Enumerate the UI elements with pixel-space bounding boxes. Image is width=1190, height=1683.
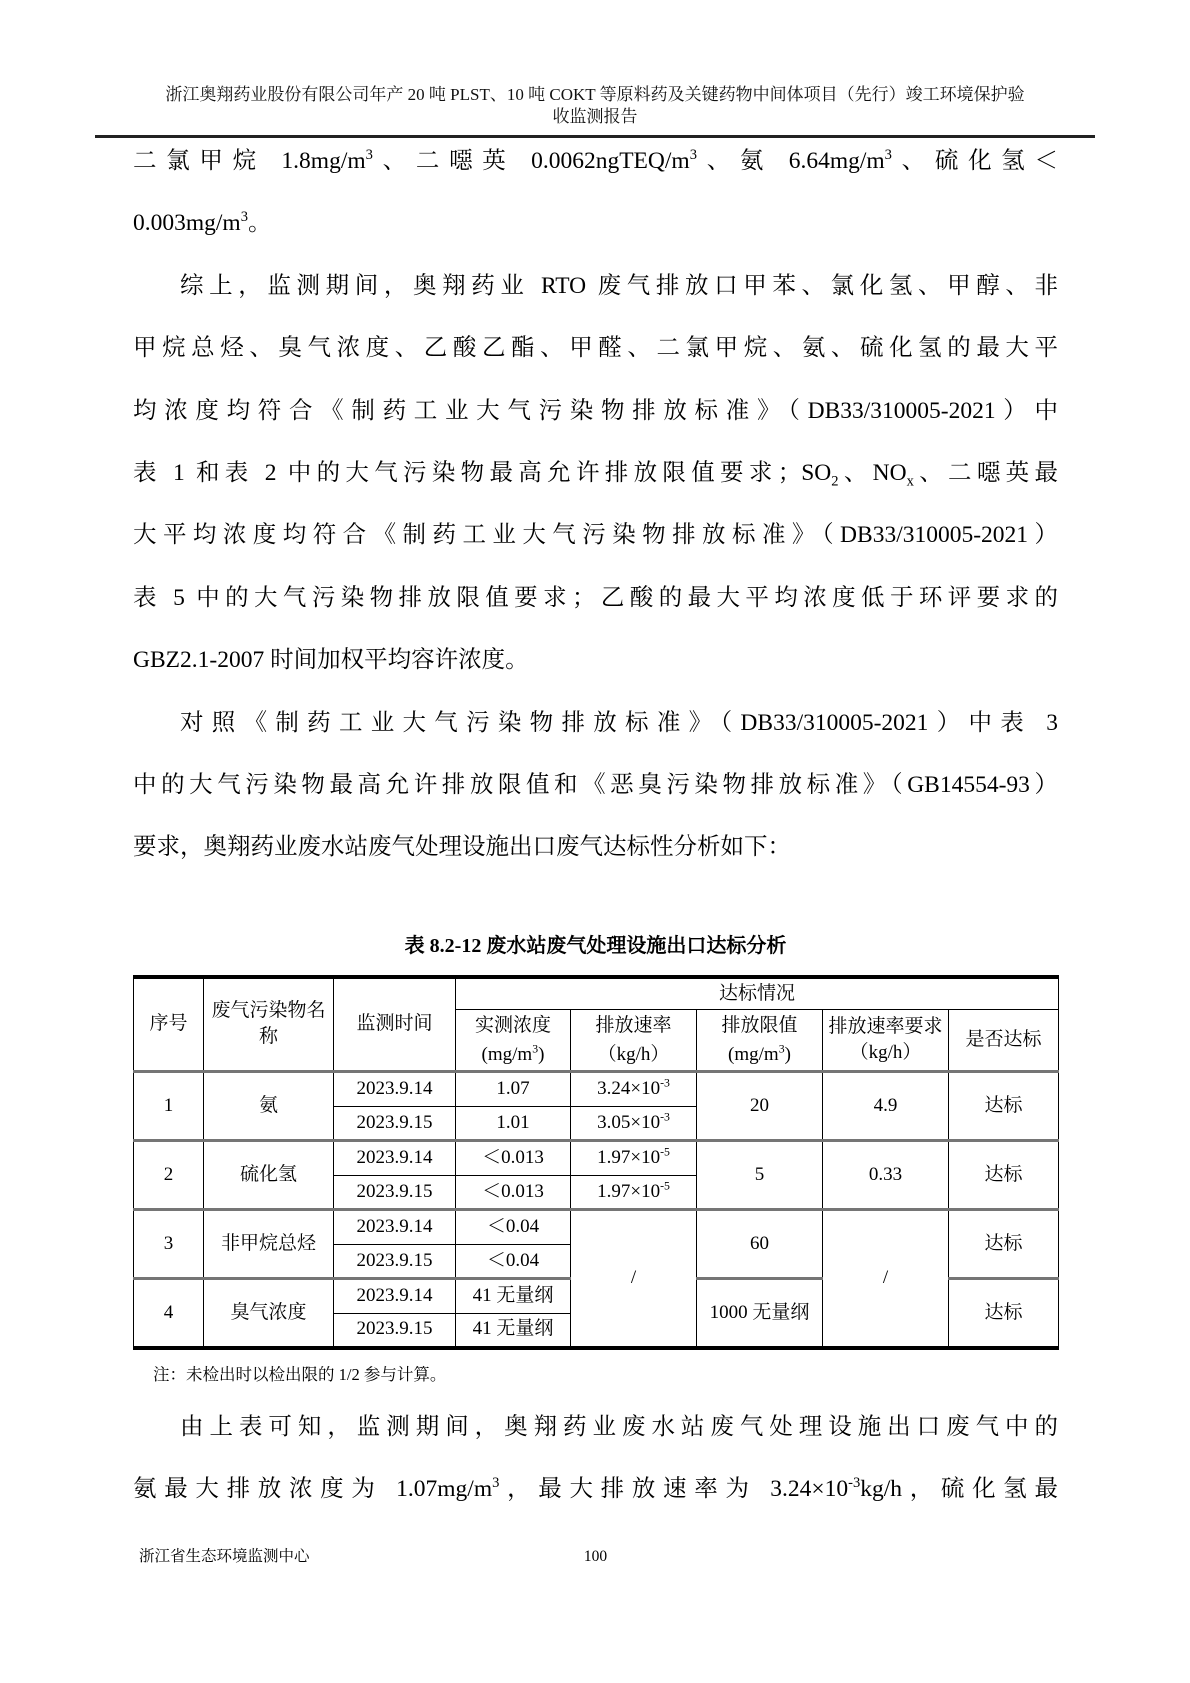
report-title-line-2: 收监测报告 bbox=[552, 107, 638, 126]
date-cell: 2023.9.14 bbox=[334, 1141, 456, 1176]
limit-cell: 20 bbox=[697, 1072, 823, 1141]
col-measured-conc-label: 实测浓度 bbox=[474, 1015, 551, 1037]
col-pollutant: 废气污染物名称 bbox=[204, 977, 334, 1072]
table-note: 注：未检出时以检出限的 1/2 参与计算。 bbox=[153, 1364, 447, 1384]
seq-cell: 4 bbox=[134, 1279, 204, 1348]
col-emission-rate-label: 排放速率 bbox=[595, 1015, 672, 1037]
rate-slash-cell: / bbox=[571, 1210, 697, 1348]
rate-cell: $1.97\times 10^{-5}$ bbox=[571, 1175, 697, 1210]
rate-cell: $3.05\times 10^{-3}$ bbox=[571, 1106, 697, 1141]
col-emission-limit-label: 排放限值 bbox=[721, 1015, 798, 1037]
date-cell: 2023.9.14 bbox=[334, 1210, 456, 1245]
date-cell: 2023.9.15 bbox=[334, 1106, 456, 1141]
rate-req-slash-cell: / bbox=[823, 1210, 949, 1348]
conc-cell: ＜0.013 bbox=[456, 1175, 571, 1210]
body-line: 表 5 中的大气污染物排放限值要求；乙酸的最大平均浓度低于环评要求的 bbox=[133, 584, 1058, 611]
table-row bbox=[134, 1141, 1059, 1176]
rate-req-cell: 0.33 bbox=[823, 1141, 949, 1210]
footer-organization: 浙江省生态环境监测中心 bbox=[139, 1548, 310, 1565]
col-emission-limit-unit: $(mg/m^3)$ bbox=[728, 1042, 791, 1066]
rate-cell: $1.97\times 10^{-5}$ bbox=[571, 1141, 697, 1176]
col-rate-requirement: 排放速率要求（kg/h） bbox=[823, 1010, 949, 1072]
body-line: 二氯甲烷 $1.8mg/m^3$、二噁英 $0.0062ngTEQ/m^3$、氨 $6.64mg/m^3$、硫化氢＜ bbox=[133, 147, 1059, 174]
col-emission-rate bbox=[571, 1010, 697, 1072]
pollutant-cell: 硫化氢 bbox=[204, 1141, 334, 1210]
seq-cell: 3 bbox=[134, 1210, 204, 1279]
body-text bbox=[133, 130, 1058, 1520]
table-row bbox=[134, 1210, 1059, 1245]
page-number: 100 bbox=[583, 1548, 608, 1565]
conc-cell: 41 无量纲 bbox=[456, 1313, 571, 1348]
limit-cell: 1000 无量纲 bbox=[697, 1279, 823, 1348]
rate-req-cell: 4.9 bbox=[823, 1072, 949, 1141]
col-measured-conc-unit: $(mg/m^3)$ bbox=[481, 1042, 545, 1066]
col-emission-rate-unit: （kg/h） bbox=[597, 1044, 670, 1066]
body-line: 要求，奥翔药业废水站废气处理设施出口废气达标性分析如下： bbox=[133, 834, 791, 861]
date-cell: 2023.9.14 bbox=[334, 1072, 456, 1107]
body-line: GBZ2.1-2007 时间加权平均容许浓度。 bbox=[133, 647, 529, 674]
body-line: 由上表可知，监测期间，奥翔药业废水站废气处理设施出口废气中的 bbox=[180, 1413, 1058, 1440]
status-cell: 达标 bbox=[949, 1210, 1059, 1279]
pollutant-cell: 臭气浓度 bbox=[204, 1279, 334, 1348]
body-line: 氨最大排放浓度为 $1.07mg/m^3$，最大排放速率为 $3.24\times 10^{-3}kg/h$，硫化氢最 bbox=[133, 1475, 1059, 1503]
date-cell: 2023.9.15 bbox=[334, 1175, 456, 1210]
body-line: 甲烷总烃、臭气浓度、乙酸乙酯、甲醛、二氯甲烷、氨、硫化氢的最大平 bbox=[133, 335, 1058, 362]
body-line: 大平均浓度均符合《制药工业大气污染物排放标准》（DB33/310005-2021） bbox=[133, 522, 1058, 549]
pollutant-cell: 非甲烷总烃 bbox=[204, 1210, 334, 1279]
compliance-table bbox=[133, 975, 1059, 1350]
table-caption: 表 8.2-12 废水站废气处理设施出口达标分析 bbox=[404, 934, 787, 957]
body-line: 对照《制药工业大气污染物排放标准》（DB33/310005-2021）中表 3 bbox=[180, 709, 1058, 736]
limit-cell: 60 bbox=[697, 1210, 823, 1279]
body-line: 中的大气污染物最高允许排放限值和《恶臭污染物排放标准》（GB14554-93） bbox=[133, 771, 1058, 798]
col-seq: 序号 bbox=[134, 977, 204, 1072]
rate-cell: $3.24\times 10^{-3}$ bbox=[571, 1072, 697, 1107]
status-cell: 达标 bbox=[949, 1279, 1059, 1348]
table-row bbox=[134, 1072, 1059, 1107]
col-emission-limit bbox=[697, 1010, 823, 1072]
seq-cell: 2 bbox=[134, 1141, 204, 1210]
body-line: 表 1 和表 2 中的大气污染物最高允许排放限值要求；$SO_2$、$NO_x$、二噁英最 bbox=[133, 459, 1058, 490]
conc-cell: 1.07 bbox=[456, 1072, 571, 1107]
col-group-status: 达标情况 bbox=[456, 977, 1059, 1010]
date-cell: 2023.9.15 bbox=[334, 1244, 456, 1279]
body-text-after-table bbox=[133, 1396, 1058, 1521]
seq-cell: 1 bbox=[134, 1072, 204, 1141]
status-cell: 达标 bbox=[949, 1072, 1059, 1141]
conc-cell: 1.01 bbox=[456, 1106, 571, 1141]
body-line: 均浓度均符合《制药工业大气污染物排放标准》（DB33/310005-2021）中 bbox=[133, 397, 1058, 424]
col-measured-conc bbox=[456, 1010, 571, 1072]
limit-cell: 5 bbox=[697, 1141, 823, 1210]
col-compliant: 是否达标 bbox=[949, 1010, 1059, 1072]
date-cell: 2023.9.15 bbox=[334, 1313, 456, 1348]
conc-cell: ＜0.013 bbox=[456, 1141, 571, 1176]
body-line: $0.003mg/m^3$。 bbox=[133, 209, 272, 237]
conc-cell: 41 无量纲 bbox=[456, 1279, 571, 1314]
body-line: 综上，监测期间，奥翔药业 RTO 废气排放口甲苯、氯化氢、甲醇、非 bbox=[180, 272, 1058, 299]
date-cell: 2023.9.14 bbox=[334, 1279, 456, 1314]
conc-cell: ＜0.04 bbox=[456, 1244, 571, 1279]
page-footer bbox=[133, 1546, 1058, 1568]
report-title-line-1: 浙江奥翔药业股份有限公司年产 20 吨 PLST、10 吨 COKT 等原料药及关键药物中间体项目（先行）竣工环境保护验 bbox=[165, 85, 1025, 104]
pollutant-cell: 氨 bbox=[204, 1072, 334, 1141]
status-cell: 达标 bbox=[949, 1141, 1059, 1210]
col-monitor-time: 监测时间 bbox=[334, 977, 456, 1072]
conc-cell: ＜0.04 bbox=[456, 1210, 571, 1245]
